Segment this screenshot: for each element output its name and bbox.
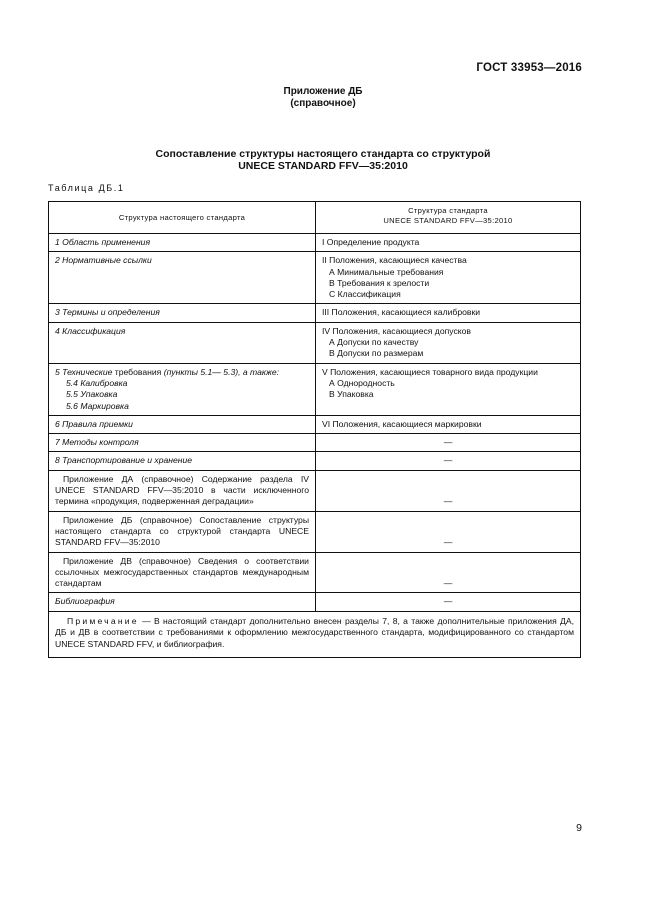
unece-cell — [316, 470, 581, 511]
cell-text: IV Положения, касающиеся допусков — [322, 325, 471, 336]
section-title — [0, 148, 646, 172]
sub-item: 5.5 Упаковка — [66, 389, 118, 400]
table-row — [49, 322, 581, 363]
table-row — [49, 452, 581, 470]
header-left: Структура настоящего стандарта — [49, 202, 316, 234]
table-row — [49, 511, 581, 552]
structure-cell — [49, 452, 316, 470]
sub-item: А Минимальные требования — [329, 266, 444, 277]
structure-cell — [49, 470, 316, 511]
structure-cell — [49, 322, 316, 363]
header-right — [316, 202, 581, 234]
dash-value: — — [443, 496, 453, 507]
sub-item: В Допуски по размерам — [329, 348, 424, 359]
sub-item: В Требования к зрелости — [329, 277, 430, 288]
cell-text: I Определение продукта — [322, 237, 420, 247]
unece-cell — [316, 322, 581, 363]
cell-text: требования — [112, 366, 164, 377]
table-label: Таблица ДБ.1 — [48, 183, 125, 193]
sub-item: В Упаковка — [329, 389, 374, 400]
note-text: — В настоящий стандарт дополнительно внесен разделы 7, 8, а также дополнительные приложения ДА, ДБ и ДВ в соответствии с требованиями к оформлению межгосударственного стандарта, модифицированного со стандартом UNECE STANDARD FFV, и библиография. — [55, 615, 574, 649]
header-right-line2: UNECE STANDARD FFV—35:2010 — [383, 216, 513, 225]
table-note — [49, 611, 581, 657]
unece-cell — [316, 363, 581, 415]
structure-cell — [49, 434, 316, 452]
unece-cell — [316, 434, 581, 452]
table-row — [49, 234, 581, 252]
cell-text: 3 Термины и определения — [55, 307, 160, 318]
table-row — [49, 252, 581, 304]
table-header-row — [49, 202, 581, 234]
table-note-row — [49, 611, 581, 657]
unece-cell — [316, 234, 581, 252]
structure-cell — [49, 252, 316, 304]
standard-code: ГОСТ 33953—2016 — [476, 62, 582, 74]
cell-text: (пункты 5.1— 5.3), а также: — [163, 366, 280, 377]
appendix-subtitle: (справочное) — [290, 98, 356, 109]
cell-text: Библиография — [55, 596, 115, 607]
dash-value: — — [443, 455, 453, 466]
unece-cell — [316, 452, 581, 470]
sub-item: 5.4 Калибровка — [66, 377, 128, 388]
cell-text: 4 Классификация — [55, 325, 126, 336]
structure-cell — [49, 511, 316, 552]
table-row — [49, 593, 581, 611]
cell-text: Приложение ДБ (справочное) Сопоставление структуры настоящего стандарта со структурой стандарта UNECE STANDARD FFV—35:2010 — [55, 514, 309, 548]
cell-text: 8 Транспортирование и хранение — [55, 455, 193, 466]
note-label: Примечание — [67, 615, 139, 626]
table-row — [49, 470, 581, 511]
cell-text: 6 Правила приемки — [55, 418, 133, 429]
structure-cell — [49, 363, 316, 415]
unece-cell — [316, 415, 581, 433]
sub-item: 5.6 Маркировка — [66, 400, 129, 411]
cell-text: 2 Нормативные ссылки — [55, 255, 152, 266]
unece-cell — [316, 304, 581, 322]
table-row — [49, 363, 581, 415]
cell-text: 5 Технические — [55, 366, 113, 377]
cell-text: VI Положения, касающиеся маркировки — [322, 418, 482, 429]
dash-value: — — [443, 437, 453, 448]
table-row — [49, 415, 581, 433]
sub-item: С Классификация — [329, 289, 401, 300]
dash-value: — — [443, 578, 453, 589]
cell-text: II Положения, касающиеся качества — [322, 255, 467, 266]
unece-cell — [316, 252, 581, 304]
unece-cell — [316, 511, 581, 552]
section-title-line1: Сопоставление структуры настоящего стандарта со структурой — [155, 148, 491, 160]
cell-text: Приложение ДВ (справочное) Сведения о соответствии ссылочных межгосударственных стандартов международным стандартам — [55, 555, 309, 589]
appendix-heading — [0, 86, 646, 110]
sub-item: А Однородность — [329, 377, 395, 388]
appendix-title: Приложение ДБ — [283, 86, 363, 97]
structure-cell — [49, 593, 316, 611]
structure-cell — [49, 234, 316, 252]
structure-cell — [49, 415, 316, 433]
table-row — [49, 304, 581, 322]
dash-value: — — [443, 596, 453, 607]
sub-item: А Допуски по качеству — [329, 337, 419, 348]
cell-text: III Положения, касающиеся калибровки — [322, 307, 481, 318]
dash-value: — — [443, 537, 453, 548]
table-row — [49, 552, 581, 593]
comparison-table — [48, 201, 581, 658]
unece-cell — [316, 593, 581, 611]
unece-cell — [316, 552, 581, 593]
section-title-line2: UNECE STANDARD FFV—35:2010 — [238, 160, 408, 172]
cell-text: 7 Методы контроля — [55, 437, 139, 448]
structure-cell — [49, 552, 316, 593]
page-number: 9 — [576, 822, 582, 834]
header-right-line1: Структура стандарта — [408, 206, 488, 215]
table-row — [49, 434, 581, 452]
cell-text: V Положения, касающиеся товарного вида продукции — [322, 366, 538, 377]
structure-cell — [49, 304, 316, 322]
cell-text: Приложение ДА (справочное) Содержание раздела IV UNECE STANDARD FFV—35:2010 в части исключенного термина «продукция, подверженная деградации» — [55, 473, 309, 507]
cell-text: 1 Область применения — [55, 237, 151, 247]
